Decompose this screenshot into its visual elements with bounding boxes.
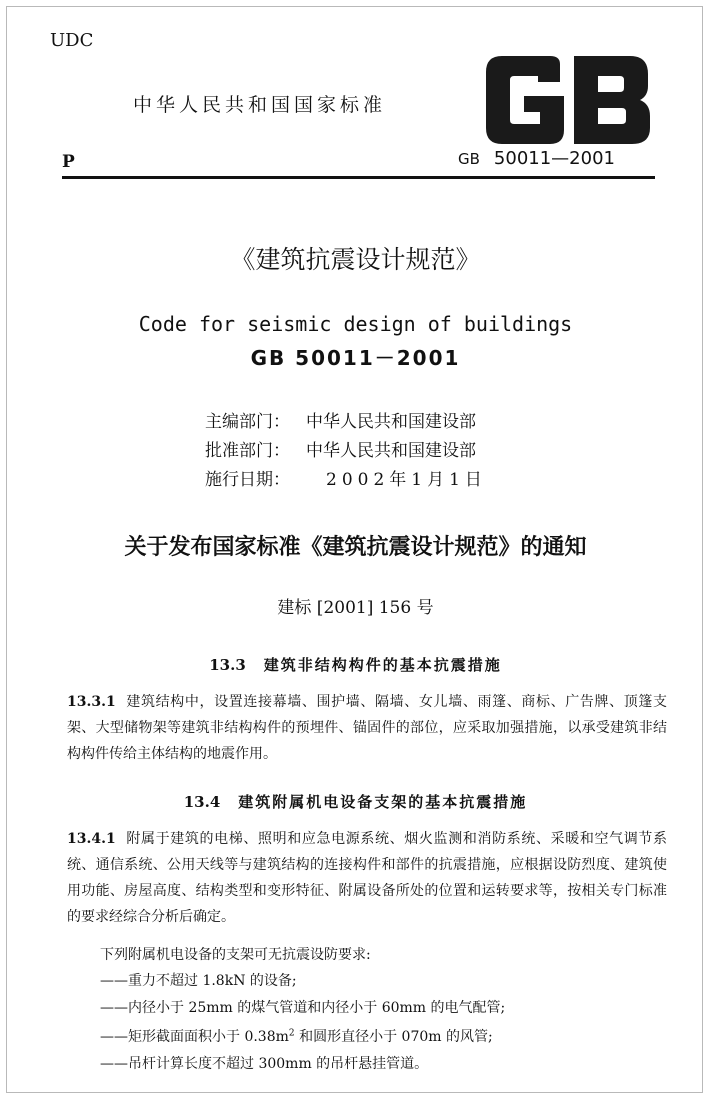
section-title: 建筑非结构构件的基本抗震措施: [263, 656, 502, 674]
list-item-tail: 和圆形直径小于 070m 的风管;: [294, 1029, 493, 1045]
udc-label: UDC: [50, 30, 94, 51]
list-item: [100, 1026, 493, 1046]
clause-text: 建筑结构中，设置连接幕墙、围护墙、隔墙、女儿墙、雨篷、商标、广告牌、顶篷支架、大型储物架等建筑非结构构件的预埋件、锚固件的部位，应采取加强措施，以承受建筑非结构构件传给主体结构的地震作用。: [67, 694, 667, 762]
section-number: 13.3: [209, 656, 246, 674]
chinese-title: 《建筑抗震设计规范》: [230, 245, 481, 274]
list-intro: 下列附属机电设备的支架可无抗震设防要求:: [100, 947, 371, 963]
gb-logo: [480, 52, 655, 148]
list-item: ——重力不超过 1.8kN 的设备;: [100, 973, 297, 989]
section-heading: [0, 654, 711, 675]
effective-value: 2002年1月1日: [326, 470, 487, 490]
effective-label: 施行日期：: [205, 470, 290, 490]
standard-number: 50011—2001: [493, 148, 615, 169]
superscript: 2: [288, 1028, 295, 1039]
header-rule: [62, 176, 655, 179]
list-item: ——吊杆计算长度不超过 300mm 的吊杆悬挂管道。: [100, 1056, 429, 1072]
standard-code: [458, 148, 615, 169]
list-item-text: ——矩形截面面积小于 0.38m: [100, 1029, 289, 1045]
approver-value: 中华人民共和国建设部: [306, 441, 476, 461]
clause-text: 附属于建筑的电梯、照明和应急电源系统、烟火监测和消防系统、采暖和空气调节系统、通信系统、公用天线等与建筑结构的连接构件和部件的抗震措施，应根据设防烈度、建筑使用功能、房屋高度、结构类型和变形特征、附属设备所处的位置和运转要求等，按相关专门标准的要求经综合分析后确定。: [67, 831, 667, 925]
clause-paragraph: [67, 689, 667, 767]
clause-number: 13.3.1: [67, 694, 116, 710]
national-standard-heading: 中华人民共和国国家标准: [133, 94, 387, 116]
editor-value: 中华人民共和国建设部: [306, 412, 476, 432]
list-item: ——内径小于 25mm 的煤气管道和内径小于 60mm 的电气配管;: [100, 1000, 506, 1016]
document-number: 建标 [2001] 156 号: [277, 598, 434, 618]
editor-label: 主编部门：: [205, 412, 290, 432]
clause-paragraph: [67, 826, 667, 930]
title-code: GB 50011－2001: [250, 346, 461, 370]
standard-prefix: GB: [458, 150, 480, 168]
english-title: Code for seismic design of buildings: [138, 312, 573, 336]
notice-title: 关于发布国家标准《建筑抗震设计规范》的通知: [124, 535, 587, 560]
clause-number: 13.4.1: [67, 831, 116, 847]
section-title: 建筑附属机电设备支架的基本抗震措施: [238, 793, 528, 811]
section-heading: [0, 791, 711, 812]
section-number: 13.4: [183, 793, 221, 811]
approver-label: 批准部门：: [205, 441, 290, 461]
classification-letter: P: [62, 152, 75, 172]
